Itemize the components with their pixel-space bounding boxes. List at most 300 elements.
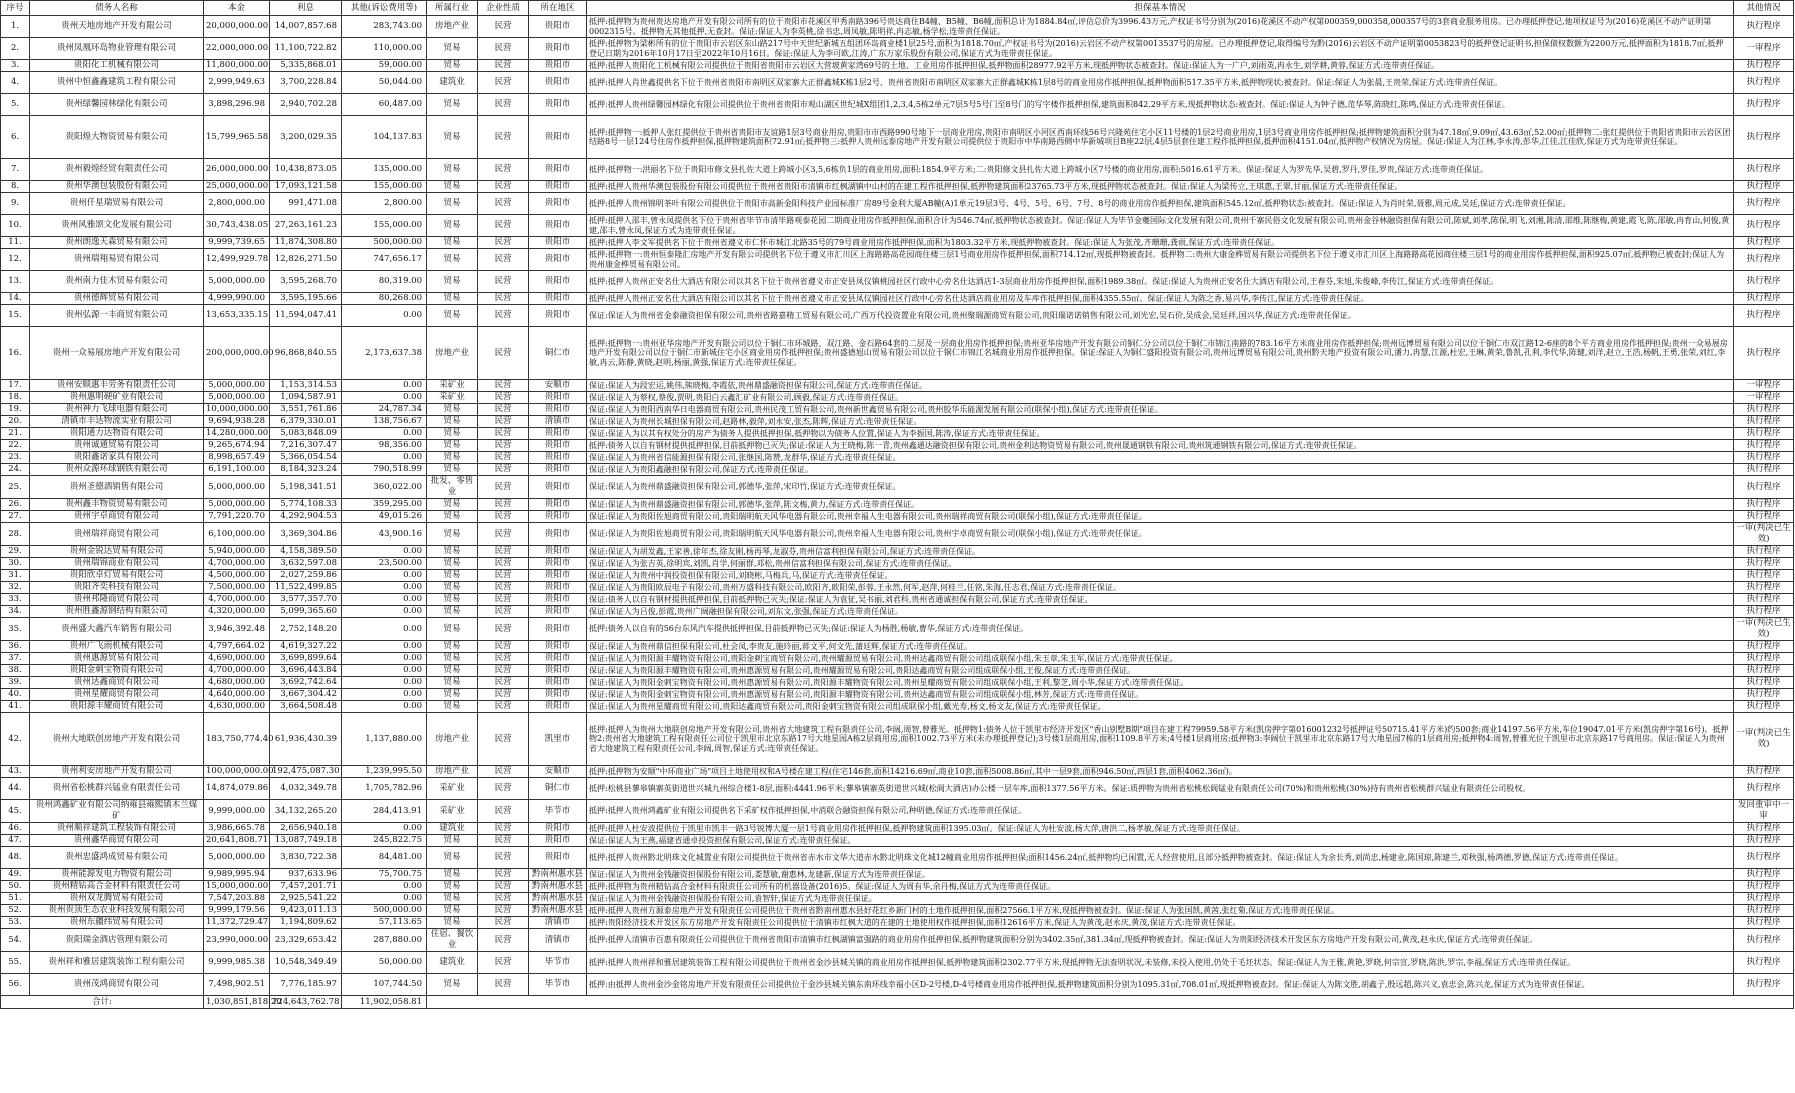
- debtor-name: 贵阳金刺宝物资有限公司: [30, 665, 204, 677]
- other-fees: 1,705,782.96: [342, 778, 427, 800]
- case-status: 执行程序: [1734, 305, 1794, 327]
- interest-amount: 3,577,357.70: [270, 594, 342, 606]
- case-status: 执行程序: [1734, 193, 1794, 215]
- case-status: 执行程序: [1734, 594, 1794, 606]
- enterprise-nature: 民营: [478, 249, 529, 271]
- interest-amount: 10,438,873.05: [270, 159, 342, 181]
- other-fees: 500,000.00: [342, 905, 427, 917]
- row-number: 4.: [1, 72, 30, 94]
- debtor-name: 贵州中恒鑫鑫建筑工程有限公司: [30, 72, 204, 94]
- interest-amount: 23,329,653.42: [270, 929, 342, 952]
- enterprise-nature: 民营: [478, 778, 529, 800]
- table-row: [1, 380, 1794, 392]
- other-fees: 359,295.00: [342, 499, 427, 511]
- table-row: [1, 835, 1794, 847]
- other-fees: 60,487.00: [342, 94, 427, 116]
- enterprise-nature: 民营: [478, 606, 529, 618]
- industry: 贸易: [427, 440, 478, 452]
- principal-amount: 2,800,000.00: [204, 193, 270, 215]
- enterprise-nature: 民营: [478, 618, 529, 641]
- principal-amount: 11,800,000.00: [204, 60, 270, 72]
- principal-amount: 13,653,335.15: [204, 305, 270, 327]
- other-fees: 0.00: [342, 582, 427, 594]
- region: 贵阳市: [529, 847, 587, 869]
- table-row: [1, 464, 1794, 476]
- principal-amount: 5,940,000.00: [204, 546, 270, 558]
- enterprise-nature: 民营: [478, 952, 529, 974]
- principal-amount: 7,791,220.70: [204, 511, 270, 523]
- region: 贵阳市: [529, 570, 587, 582]
- table-row: [1, 881, 1794, 893]
- other-fees: 500,000.00: [342, 237, 427, 249]
- enterprise-nature: 民营: [478, 847, 529, 869]
- row-number: 27.: [1, 511, 30, 523]
- principal-amount: 9,999,179.56: [204, 905, 270, 917]
- row-number: 43.: [1, 766, 30, 778]
- debtor-name: 贵州祥和雅居建筑装饰工程有限公司: [30, 952, 204, 974]
- column-header: 本金: [204, 1, 270, 16]
- enterprise-nature: 民营: [478, 116, 529, 159]
- guarantee-info: 保证:保证人为张吉英,徐明宾,刘凯,肖学,何丽群,邓松,贵州信富利担保有限公司,保证方式:连带责任保证。: [587, 558, 1734, 570]
- row-number: 12.: [1, 249, 30, 271]
- interest-amount: 3,632,597.08: [270, 558, 342, 570]
- guarantee-info: 抵押:抵押人贵州华澳包装股份有限公司提供位于贵州省贵阳市清镇市红枫湖镇中山村的在建工程作抵押担保,抵押物建筑面积23765.73平方米,现抵押物状态被查封。保证:保证人为梁传立,王琪惠,王翠,甘丽,保证方式:连带责任保证。: [587, 181, 1734, 193]
- guarantee-info: 抵押:抵押人贵州正安名仕大酒店有限公司以其名下位于贵州省遵义市正安县凤仪镇桃园社区行政中心旁名仕达酒店1-3层商业用房作抵押担保,面积1989.38㎡。保证:保证人为贵州正安名仕大酒店有限公司,王春芬,朱旭,朱俊峰,李传江,保证方式:连带责任保证。: [587, 271, 1734, 293]
- industry: 贸易: [427, 893, 478, 905]
- case-status: 执行程序: [1734, 416, 1794, 428]
- industry: 贸易: [427, 677, 478, 689]
- region: 贵阳市: [529, 428, 587, 440]
- table-row: [1, 917, 1794, 929]
- interest-amount: 5,774,108.33: [270, 499, 342, 511]
- industry: 贸易: [427, 974, 478, 996]
- industry: 贸易: [427, 237, 478, 249]
- region: 贵阳市: [529, 582, 587, 594]
- region: 贵阳市: [529, 606, 587, 618]
- enterprise-nature: 民营: [478, 380, 529, 392]
- other-fees: 0.00: [342, 606, 427, 618]
- table-row: [1, 823, 1794, 835]
- principal-amount: 4,500,000.00: [204, 570, 270, 582]
- row-number: 15.: [1, 305, 30, 327]
- debtor-name: 贵州众源环球钢铁有限公司: [30, 464, 204, 476]
- region: 贵阳市: [529, 392, 587, 404]
- debtor-name: 贵州胜鑫源钢结构有限公司: [30, 606, 204, 618]
- case-status: 执行程序: [1734, 116, 1794, 159]
- industry: 建筑业: [427, 823, 478, 835]
- debtor-name: 贵阳源丰耀商贸有限公司: [30, 701, 204, 713]
- industry: 贸易: [427, 641, 478, 653]
- row-number: 46.: [1, 823, 30, 835]
- interest-amount: 11,594,047.41: [270, 305, 342, 327]
- other-fees: 138,756.67: [342, 416, 427, 428]
- principal-amount: 14,874,079.86: [204, 778, 270, 800]
- row-number: 3.: [1, 60, 30, 72]
- row-number: 39.: [1, 677, 30, 689]
- industry: 贸易: [427, 606, 478, 618]
- case-status: 执行程序: [1734, 499, 1794, 511]
- industry: 贸易: [427, 570, 478, 582]
- principal-amount: 26,000,000.00: [204, 159, 270, 181]
- guarantee-info: 保证:保证人为贵阳佐旭商贸有限公司,贵阳瑞明航天风华电器有限公司,贵州幸福人生电器有限公司,贵州瑞祥商贸有限公司(联保小组),保证方式:连带责任保证。: [587, 511, 1734, 523]
- row-number: 5.: [1, 94, 30, 116]
- interest-amount: 17,093,121.58: [270, 181, 342, 193]
- table-row: [1, 893, 1794, 905]
- other-fees: 0.00: [342, 665, 427, 677]
- guarantee-info: 保证:债务人以自有钢材提供抵押担保,目前抵押物已灭失;保证:保证人为袁征,吴书丽,刘君科,贵州省通诚担保有限公司,保证方式:连带责任保证。: [587, 594, 1734, 606]
- enterprise-nature: 民营: [478, 701, 529, 713]
- total-row: [1, 996, 1794, 1009]
- row-number: 42.: [1, 713, 30, 766]
- interest-amount: 3,699,899.64: [270, 653, 342, 665]
- row-number: 36.: [1, 641, 30, 653]
- enterprise-nature: 民营: [478, 464, 529, 476]
- guarantee-info: 抵押:抵押人李文军提供名下位于贵州省遵义市仁怀市城江北路35号的79号商业用房作抵押担保,面积为1803.32平方米,现抵押物被查封。保证:保证人为张茂,齐珊珊,龚雨,保证方式:连带责任保证。: [587, 237, 1734, 249]
- enterprise-nature: 民营: [478, 181, 529, 193]
- industry: 房地产业: [427, 16, 478, 38]
- debtor-name: 贵阳瑞金酒店管理有限公司: [30, 929, 204, 952]
- industry: 贸易: [427, 665, 478, 677]
- case-status: 执行程序: [1734, 766, 1794, 778]
- other-fees: 0.00: [342, 618, 427, 641]
- industry: 贸易: [427, 653, 478, 665]
- principal-amount: 15,799,965.58: [204, 116, 270, 159]
- case-status: 执行程序: [1734, 271, 1794, 293]
- interest-amount: 5,083,848.09: [270, 428, 342, 440]
- enterprise-nature: 民营: [478, 60, 529, 72]
- case-status: 执行程序: [1734, 293, 1794, 305]
- table-row: [1, 271, 1794, 293]
- industry: 贸易: [427, 917, 478, 929]
- enterprise-nature: 民营: [478, 476, 529, 499]
- industry: 贸易: [427, 869, 478, 881]
- region: 贵阳市: [529, 16, 587, 38]
- region: 贵阳市: [529, 193, 587, 215]
- other-fees: 155,000.00: [342, 181, 427, 193]
- interest-amount: 7,457,201.71: [270, 881, 342, 893]
- region: 黔南州惠水县: [529, 905, 587, 917]
- interest-amount: 11,100,722.82: [270, 38, 342, 60]
- debtor-name: 贵州大地联创房地产开发有限公司: [30, 713, 204, 766]
- principal-amount: 9,694,938.28: [204, 416, 270, 428]
- principal-amount: 3,898,296.98: [204, 94, 270, 116]
- enterprise-nature: 民营: [478, 570, 529, 582]
- case-status: 执行程序: [1734, 778, 1794, 800]
- enterprise-nature: 民营: [478, 327, 529, 380]
- guarantee-info: 保证:保证人为贵阳源丰耀物资有限公司,贵州惠源贸易有限公司,贵州耀源贸易有限公司,贵阳达鑫商贸有限公司组成联保小组,王俊,保证方式:连带责任保证。: [587, 665, 1734, 677]
- table-row: [1, 193, 1794, 215]
- enterprise-nature: 民营: [478, 582, 529, 594]
- case-status: 执行程序: [1734, 665, 1794, 677]
- debtor-name: 贵州盛大鑫汽车销售有限公司: [30, 618, 204, 641]
- table-row: [1, 618, 1794, 641]
- industry: 贸易: [427, 305, 478, 327]
- guarantee-info: 抵押:抵押人肖世鑫提供名下位于贵州省贵阳市南明区双家寨大正群鑫城K栋1层2号、贵州省贵阳市南明区双家寨大正群鑫城K栋1层8号的商业用房作抵押担保,抵押物面积517.35平方米,抵押物现状:被查封。保证:保证人为张晨,王贵荣,保证方式:连带责任保证。: [587, 72, 1734, 94]
- interest-amount: 3,696,443.84: [270, 665, 342, 677]
- enterprise-nature: 民营: [478, 237, 529, 249]
- interest-amount: 8,184,323.24: [270, 464, 342, 476]
- principal-amount: 5,000,000.00: [204, 380, 270, 392]
- debtor-name: 贵州风雅颂文化发展有限公司: [30, 215, 204, 237]
- case-status: 一审(判决已生效): [1734, 713, 1794, 766]
- case-status: 执行程序: [1734, 952, 1794, 974]
- guarantee-info: 抵押:抵押人贵州黔北明珠文化城置业有限公司提供位于贵州省赤水市文华大道赤水黔北明珠文化城12幢商业用房作抵押担保;面积1456.24㎡,抵押物均已闲置,无人经营使用,且部分抵押物被查封。保证:保证人为余长秀,刘尚忠,杨建业,陈国琼,陈建兰,邓秋强,杨鸿德,罗德,保证方式:连带责任保证。: [587, 847, 1734, 869]
- guarantee-info: 抵押:抵押物一:贵州亚华房地产开发有限公司以位于铜仁市环城路、双江路、金石路64套的二层及一层商业用房作抵押担保;贵州亚华房地产开发有限公司铜仁分公司以位于铜仁市锦江南路的783.16平方米商业用房作抵押担保;贵州远博贸易有限公司以位于铜仁市双江路12-6座的8个平方商业用房作抵押担保;贵州一众易展房地产开发有限公司以位于铜仁市新城住宅小区商业用房作抵押担保;贵州盛德旭山贸易有限公司以位于铜仁市锦江名城商业用房作抵押担保。保证:保证人为铜仁盛阳投资有限公司,贵州远博贸易有限公司,贵州黔天地产投资有限公司,潘力,冉慧,江源,杜宏,王琳,黄荣,鲁凯,孔利,李代华,陈健,刘洋,赵立,王浩,杨帆,王勇,张荣,刘红,李敏,冉云,陈静,黄晓,赵明,杨丽,黄强,保证方式:连带责任保证。: [587, 327, 1734, 380]
- industry: 贸易: [427, 215, 478, 237]
- case-status: 执行程序: [1734, 546, 1794, 558]
- case-status: 执行程序: [1734, 869, 1794, 881]
- table-row: [1, 546, 1794, 558]
- industry: 贸易: [427, 94, 478, 116]
- debtor-name: 贵州宇卓商贸有限公司: [30, 511, 204, 523]
- other-fees: 0.00: [342, 428, 427, 440]
- region: 毕节市: [529, 974, 587, 996]
- debtor-name: 贵州朗逸天森贸易有限公司: [30, 237, 204, 249]
- guarantee-info: 保证:保证人为贵州省信能源担保有限公司,张继国,陈赞,龙群华,保证方式:连带责任保证。: [587, 452, 1734, 464]
- other-fees: 1,137,880.00: [342, 713, 427, 766]
- guarantee-info: 抵押:抵押物一:贵州恒泰隆汇房地产开发有限公司提供名下位于遵义市汇川区上海路路高花园商住楼三层1号商业用房作抵押担保,面积714.12㎡,现抵押物被查封。抵押物二:贵州大康金桦贸易有限公司提供名下位于遵义市汇川区上海路路高花园商住楼三层1号的商业用房作抵押担保,面积925.07㎡,抵押物已被查封;保证人为贵州康金桦贸易有限公司。: [587, 249, 1734, 271]
- industry: 贸易: [427, 558, 478, 570]
- region: 凯里市: [529, 713, 587, 766]
- table-row: [1, 869, 1794, 881]
- other-fees: 284,413.91: [342, 800, 427, 823]
- principal-amount: 2,999,949.63: [204, 72, 270, 94]
- case-status: 执行程序: [1734, 16, 1794, 38]
- case-status: 执行程序: [1734, 215, 1794, 237]
- row-number: 20.: [1, 416, 30, 428]
- interest-amount: 4,032,349.78: [270, 778, 342, 800]
- principal-amount: 9,999,000.00: [204, 800, 270, 823]
- case-status: 执行程序: [1734, 249, 1794, 271]
- debtor-name: 贵州凤凰环岛物业管理有限公司: [30, 38, 204, 60]
- other-fees: 23,500.00: [342, 558, 427, 570]
- principal-amount: 4,640,000.00: [204, 689, 270, 701]
- industry: 贸易: [427, 193, 478, 215]
- region: 贵阳市: [529, 237, 587, 249]
- total-interest: 724,643,762.78: [270, 996, 342, 1009]
- debtor-name: 贵阳化工机械有限公司: [30, 60, 204, 72]
- guarantee-info: 抵押:抵押物为梁彬所有的位于贵阳市云岩区东山路217号中天世纪新城五组团环岛商业楼1层25号,面积为1818.70㎡,产权证书号为(2016)云岩区不动产权第0013537号的房屋。已办理抵押登记,取得编号为黔(2016)云岩区不动产证明第0053823号的抵押登记证明书,担保债权数额为2200万元,抵押面积为1818.7㎡,抵押登记日期为2016年10月17日至2022年10月16日。保证:保证人为李可欧,江涛,广东万家乐股份有限公司,保证方式为连带责任保证。: [587, 38, 1734, 60]
- case-status: 执行程序: [1734, 974, 1794, 996]
- row-number: 9.: [1, 193, 30, 215]
- interest-amount: 2,752,148.20: [270, 618, 342, 641]
- table-row: [1, 94, 1794, 116]
- row-number: 13.: [1, 271, 30, 293]
- interest-amount: 3,551,761.86: [270, 404, 342, 416]
- guarantee-info: 抵押:抵押物为安顺"中环商业广场"项目土地使用权和A号楼在建工程(住宅146套,面积14216.69㎡,商业10套,面积5008.86㎡,其中一层9套,面积946.50㎡,四层1套,面积4062.36㎡)。: [587, 766, 1734, 778]
- debtor-name: 贵州邦隆商贸有限公司: [30, 594, 204, 606]
- table-row: [1, 570, 1794, 582]
- column-header: 担保基本情况: [587, 1, 1734, 16]
- other-fees: 84,481.00: [342, 847, 427, 869]
- interest-amount: 2,027,259.86: [270, 570, 342, 582]
- interest-amount: 3,200,029.35: [270, 116, 342, 159]
- region: 贵阳市: [529, 653, 587, 665]
- interest-amount: 3,667,304.42: [270, 689, 342, 701]
- guarantee-info: 保证:保证人为贵州中润投资担保有限公司,刘晓彬,马梅兵,马,保证方式:连带责任保证。: [587, 570, 1734, 582]
- other-fees: 0.00: [342, 392, 427, 404]
- interest-amount: 3,595,268.70: [270, 271, 342, 293]
- case-status: 执行程序: [1734, 835, 1794, 847]
- debtor-name: 贵州贵顶生态农业科技发展有限公司: [30, 905, 204, 917]
- table-row: [1, 929, 1794, 952]
- principal-amount: 15,000,000.00: [204, 881, 270, 893]
- total-other: 11,902,058.81: [342, 996, 427, 1009]
- other-fees: 245,822.75: [342, 835, 427, 847]
- row-number: 1.: [1, 16, 30, 38]
- principal-amount: 4,690,000.00: [204, 653, 270, 665]
- interest-amount: 12,826,271.50: [270, 249, 342, 271]
- interest-amount: 3,664,508.48: [270, 701, 342, 713]
- region: 贵阳市: [529, 305, 587, 327]
- region: 清镇市: [529, 917, 587, 929]
- debtor-name: 贵州惠源贸易有限公司: [30, 653, 204, 665]
- enterprise-nature: 民营: [478, 271, 529, 293]
- table-row: [1, 476, 1794, 499]
- industry: 贸易: [427, 116, 478, 159]
- case-status: 执行程序: [1734, 701, 1794, 713]
- other-fees: 0.00: [342, 677, 427, 689]
- table-row: [1, 72, 1794, 94]
- principal-amount: 7,547,203.88: [204, 893, 270, 905]
- case-status: 执行程序: [1734, 929, 1794, 952]
- guarantee-info: 保证:保证人为贵阳金刺宝物资有限公司,贵州惠源贸易有限公司,贵阳源丰耀物资有限公司,贵州星耀商贸有限公司组成联保小组,王利,黎芝,周小华,保证方式:连带责任保证。: [587, 677, 1734, 689]
- case-status: 执行程序: [1734, 440, 1794, 452]
- other-fees: 107,744.50: [342, 974, 427, 996]
- case-status: 执行程序: [1734, 881, 1794, 893]
- table-row: [1, 582, 1794, 594]
- case-status: 执行程序: [1734, 181, 1794, 193]
- enterprise-nature: 民营: [478, 869, 529, 881]
- interest-amount: 991,471.08: [270, 193, 342, 215]
- row-number: 44.: [1, 778, 30, 800]
- principal-amount: 22,000,000.00: [204, 38, 270, 60]
- debtor-name: 贵阳鑫诺家具有限公司: [30, 452, 204, 464]
- debtor-name: 贵州鑫华商贸有限公司: [30, 835, 204, 847]
- other-fees: 0.00: [342, 641, 427, 653]
- region: 贵阳市: [529, 558, 587, 570]
- other-fees: 0.00: [342, 823, 427, 835]
- table-row: [1, 713, 1794, 766]
- table-row: [1, 778, 1794, 800]
- case-status: 执行程序: [1734, 606, 1794, 618]
- industry: 贸易: [427, 701, 478, 713]
- guarantee-info: 抵押:债务人以自有的56台东风汽车提供抵押担保,目前抵押物已灭失;保证:保证人为杨胜,杨敏,曹华,保证方式:连带责任保证。: [587, 618, 1734, 641]
- other-fees: 50,044.00: [342, 72, 427, 94]
- principal-amount: 4,700,000.00: [204, 665, 270, 677]
- principal-amount: 200,000,000.00: [204, 327, 270, 380]
- other-fees: 59,000.00: [342, 60, 427, 72]
- row-number: 30.: [1, 558, 30, 570]
- principal-amount: 3,986,665.78: [204, 823, 270, 835]
- interest-amount: 2,925,541.22: [270, 893, 342, 905]
- other-fees: 104,137.83: [342, 116, 427, 159]
- industry: 贸易: [427, 428, 478, 440]
- debtor-name: 贵州鸿鑫矿业有限公司纳雍县雍熙镇木兰煤矿: [30, 800, 204, 823]
- guarantee-info: 抵押:抵押人贵州方源泰房地产开发有限责任公司提供位于贵州省黔南州惠水县好花红乡新门村的土地作抵押担保,面积27566.1平方米,现抵押物被查封。保证:保证人为张国凯,黄茜,张红菊,保证方式:连带责任保证。: [587, 905, 1734, 917]
- table-row: [1, 327, 1794, 380]
- region: 贵阳市: [529, 215, 587, 237]
- industry: 住宿、餐饮业: [427, 929, 478, 952]
- debtor-name: 贵州达鑫商贸有限公司: [30, 677, 204, 689]
- table-row: [1, 116, 1794, 159]
- principal-amount: 20,641,808.71: [204, 835, 270, 847]
- guarantee-info: 抵押:抵押物一:抵押人张红提供位于贵州省贵阳市友谊路1层3号商业用房,贵阳市市西路990号地下一层商业用房,贵阳市南明区小河区西南环线56号兴隆苑住宅小区11号楼的1层2号商业用房,1层3号商业用房作抵押担保;抵押物建筑面积分别为47.18㎡,9.09㎡,43.63㎡,52.00㎡;抵押物二:张红提供位于贵阳省贵阳市云岩区团结路8号一层124号住房作抵押担保,抵押物建筑面积72.91㎡;抵押物三:抵押人贵州远泰房地产开发有限公司提供位于贵阳市中华南路西侧中华新城项目B座22层,4层5层套住建工程作抵押担保,抵押面积4151.04㎡,抵押物产权情况为房屋。保证:保证人为江林,李永涛,彭华,江佳,江佳欣,保证方式为连带责任保证。: [587, 116, 1734, 159]
- guarantee-info: 抵押:贵阳经济技术开发区东方房地产开发有限责任公司提供位于清镇市红枫大道的在建的土地使用权作抵押担保,面积12616平方米,保证人为黄茂,赵永庆,黄茂,保证方式:连带责任保证。: [587, 917, 1734, 929]
- industry: 贸易: [427, 511, 478, 523]
- other-fees: 50,000.00: [342, 952, 427, 974]
- debtor-name: 贵州鑫丰物资贸易有限公司: [30, 499, 204, 511]
- case-status: 一审程序: [1734, 392, 1794, 404]
- total-label: 合计:: [1, 996, 204, 1009]
- column-header: 利息: [270, 1, 342, 16]
- industry: 贸易: [427, 452, 478, 464]
- debtor-name: 贵州天地房地产开发有限公司: [30, 16, 204, 38]
- principal-amount: 183,750,774.40: [204, 713, 270, 766]
- interest-amount: 2,940,702.28: [270, 94, 342, 116]
- debtor-name: 贵州瑞锦商业有限公司: [30, 558, 204, 570]
- region: 贵阳市: [529, 523, 587, 546]
- region: 贵阳市: [529, 271, 587, 293]
- other-fees: 0.00: [342, 546, 427, 558]
- enterprise-nature: 民营: [478, 546, 529, 558]
- principal-amount: 9,265,674.94: [204, 440, 270, 452]
- row-number: 8.: [1, 181, 30, 193]
- principal-amount: 7,500,000.00: [204, 582, 270, 594]
- guarantee-info: 抵押:抵押人邵丰,曾永凤提供名下位于贵州省毕节市清毕路观泰花园二期商业用房作抵押担保,面积合计为546.74㎡,抵押物状态被查封。保证:保证人为毕节金夔国际文化发展有限公司,贵州千寨民俗文化发展有限公司,贵州金谷林融资担保有限公司,陈斌,刘孝,陈保,明飞,刘湘,陈清,邵维,陈继梅,黄建,霞飞,陈,邵敏,冉育山,何俊,黄建,邵丰,曾永凤,保证方式为连带责任保证。: [587, 215, 1734, 237]
- other-fees: 0.00: [342, 881, 427, 893]
- guarantee-info: 保证:保证人为蔡权,蔡俊,贾明,贵阳白云鑫汇矿业有限公司,顾毅,保证方式:连带责任保证。: [587, 392, 1734, 404]
- debtor-name: 贵阳欣卓灯贸易有限公司: [30, 570, 204, 582]
- interest-amount: 6,379,330.01: [270, 416, 342, 428]
- debtor-name: 贵州安顺惠丰劳务有限责任公司: [30, 380, 204, 392]
- principal-amount: 4,797,664.02: [204, 641, 270, 653]
- table-row: [1, 905, 1794, 917]
- industry: 贸易: [427, 60, 478, 72]
- debtor-name: 贵阳通力达物资有限公司: [30, 428, 204, 440]
- row-number: 47.: [1, 835, 30, 847]
- interest-amount: 96,868,840.55: [270, 327, 342, 380]
- table-row: [1, 428, 1794, 440]
- guarantee-info: 保证:保证人为贵州鼎信担保有限公司,杜会凤,李贵友,施玲丽,蒋文平,何文先,蒲廷辉,保证方式:连带责任保证。: [587, 641, 1734, 653]
- industry: 贸易: [427, 499, 478, 511]
- case-status: 执行程序: [1734, 558, 1794, 570]
- principal-amount: 4,700,000.00: [204, 594, 270, 606]
- region: 贵阳市: [529, 94, 587, 116]
- guarantee-info: 抵押:抵押人为贵州大地联创房地产开发有限公司,贵州省大地建筑工程有限责任公司,李阔,周智,曾雅光。抵押物1:债务人位于凯里市经济开发区"香山别墅B期"项目在建工程79959.58平方米(凯房押字第016001232号抵押证号50715.41平方米)约500套;商业14197.56平方米,车位19047.01平方米(凯房押字第16号)。抵押物2:贵州省大地建筑工程有限责任公司位于凯里市北京东路17号大地星园A栋2层商用房,面积1002.73平方米(未办理抵押登记);3号楼1层商用房,面积1109.8平方米;4号楼1层商用房;抵押物3:李阔位于凯里市北京东路17号大地星园7栋的1层商用房;抵押物4:周智,曾雅光位于凯里市北京东路17号商用房。保证:保证人为贵州省大地建筑工程有限责任公司,李阔,周智,保证方式:连带责任保证。: [587, 713, 1734, 766]
- region: 贵阳市: [529, 72, 587, 94]
- case-status: 执行程序: [1734, 582, 1794, 594]
- row-number: 41.: [1, 701, 30, 713]
- region: 贵阳市: [529, 665, 587, 677]
- guarantee-info: 保证:保证人为贵州金钱融资担保股份有限公司,袁智轩,保证方式为连带责任保证。: [587, 893, 1734, 905]
- principal-amount: 5,000,000.00: [204, 271, 270, 293]
- table-row: [1, 800, 1794, 823]
- enterprise-nature: 民营: [478, 511, 529, 523]
- principal-amount: 9,989,995.94: [204, 869, 270, 881]
- region: 贵阳市: [529, 546, 587, 558]
- principal-amount: 14,280,000.00: [204, 428, 270, 440]
- principal-amount: 20,000,000.00: [204, 16, 270, 38]
- row-number: 14.: [1, 293, 30, 305]
- table-row: [1, 689, 1794, 701]
- table-row: [1, 305, 1794, 327]
- row-number: 55.: [1, 952, 30, 974]
- enterprise-nature: 民营: [478, 392, 529, 404]
- case-status: 执行程序: [1734, 327, 1794, 380]
- interest-amount: 3,692,742.64: [270, 677, 342, 689]
- other-fees: 0.00: [342, 653, 427, 665]
